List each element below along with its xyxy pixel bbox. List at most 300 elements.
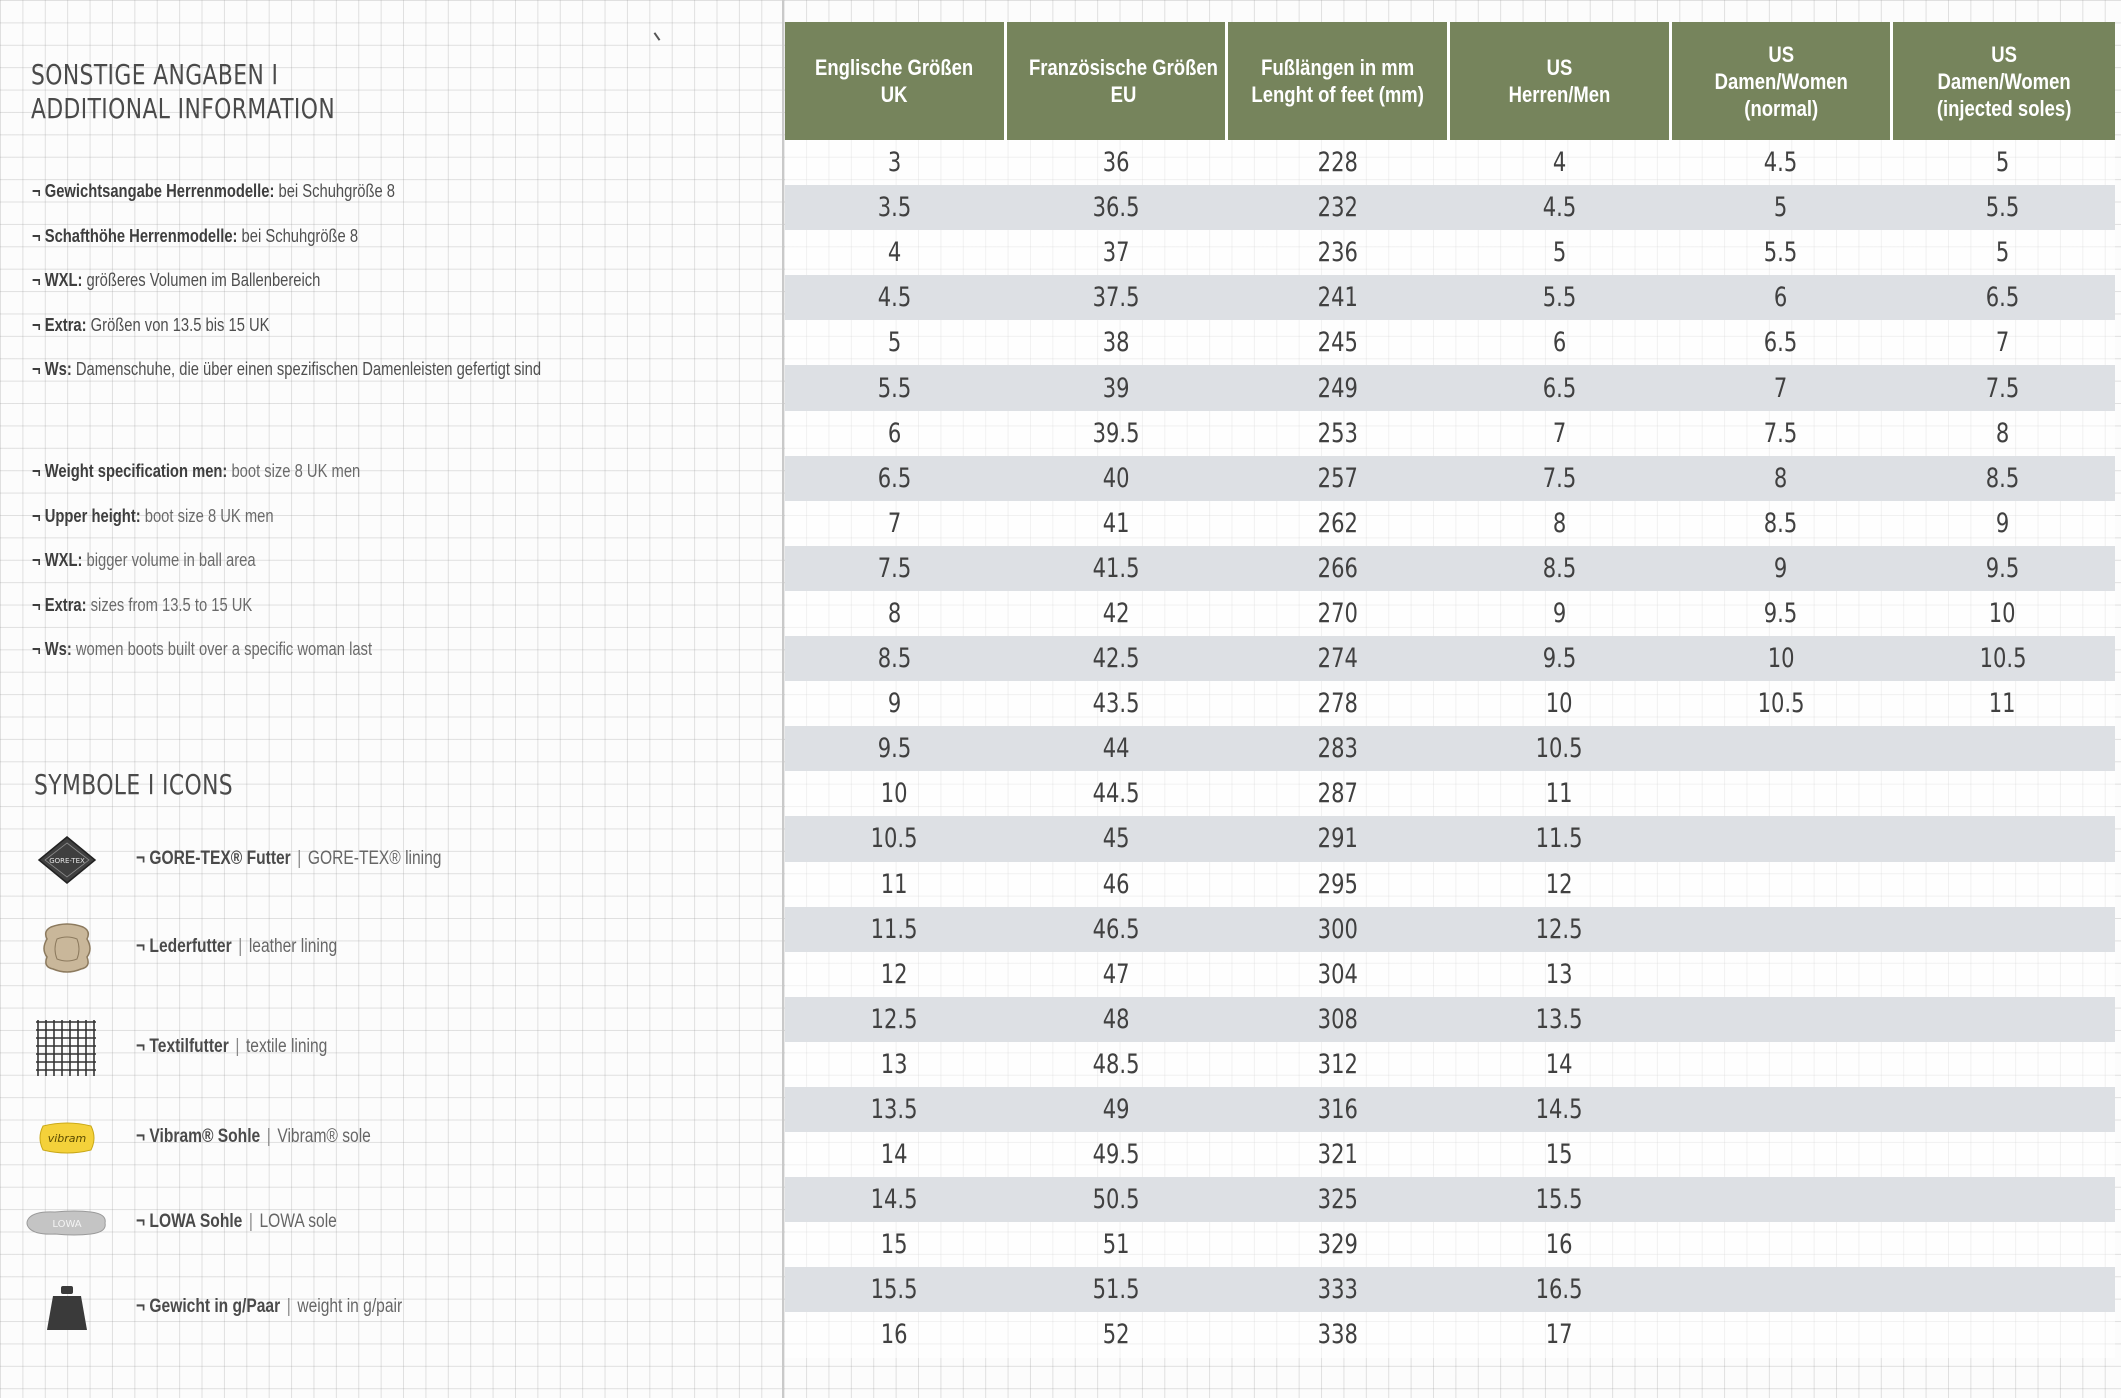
table-cell bbox=[785, 591, 1007, 636]
table-cell-value: 9.5 bbox=[1542, 643, 1577, 675]
info-key: ¬ Extra: bbox=[32, 594, 87, 615]
table-cell-value: 295 bbox=[1317, 868, 1358, 900]
table-cell-value: 13.5 bbox=[1535, 1003, 1583, 1035]
legend-row-leather bbox=[0, 918, 760, 978]
info-heading-de: SONSTIGE ANGABEN I bbox=[31, 58, 279, 91]
table-cell bbox=[1007, 591, 1229, 636]
info-key: ¬ WXL: bbox=[32, 270, 83, 290]
table-cell-value: 8.5 bbox=[1764, 507, 1798, 539]
table-cell-value: 338 bbox=[1317, 1319, 1358, 1351]
table-cell-value: 6.5 bbox=[1542, 372, 1577, 404]
table-cell-value: 249 bbox=[1317, 372, 1358, 404]
table-cell bbox=[1007, 320, 1229, 365]
legend-row-vibram bbox=[0, 1108, 760, 1168]
info-text: Größen von 13.5 bis 15 UK bbox=[86, 314, 270, 335]
info-item bbox=[32, 460, 606, 505]
table-cell bbox=[1672, 771, 1894, 816]
legend-label bbox=[136, 1126, 371, 1148]
column-header-foot-length bbox=[1228, 22, 1450, 140]
table-row bbox=[785, 1042, 2115, 1087]
table-cell bbox=[1672, 1042, 1894, 1087]
table-cell bbox=[785, 546, 1007, 591]
column-header-line: (normal) bbox=[1743, 95, 1818, 121]
legend-separator: | bbox=[235, 1036, 240, 1057]
table-cell-value: 5.5 bbox=[1985, 192, 2020, 224]
legend-separator: | bbox=[266, 1126, 271, 1147]
table-cell-value: 10.5 bbox=[870, 823, 918, 855]
table-cell bbox=[1228, 862, 1450, 907]
table-cell bbox=[1450, 1267, 1672, 1312]
table-cell-value: 8 bbox=[1995, 417, 2010, 449]
table-cell bbox=[1672, 1177, 1894, 1222]
size-conversion-table bbox=[785, 22, 2115, 1358]
table-cell-value: 36 bbox=[1102, 147, 1130, 179]
legend-label bbox=[136, 848, 441, 870]
table-cell-value: 4.5 bbox=[1764, 147, 1798, 179]
table-cell bbox=[785, 275, 1007, 320]
table-cell-value: 304 bbox=[1317, 958, 1358, 990]
gore-tex-badge-text: GORE-TEX bbox=[49, 857, 85, 865]
table-cell-value: 37.5 bbox=[1092, 282, 1140, 314]
legend-label-de: ¬ LOWA Sohle bbox=[136, 1211, 243, 1232]
table-cell-value: 49.5 bbox=[1092, 1139, 1140, 1171]
table-cell bbox=[1672, 456, 1894, 501]
table-cell bbox=[785, 1042, 1007, 1087]
table-cell bbox=[1228, 591, 1450, 636]
table-cell bbox=[1007, 230, 1229, 275]
table-cell-value: 4.5 bbox=[877, 282, 912, 314]
table-cell-value: 4 bbox=[887, 237, 902, 269]
info-key: ¬ Ws: bbox=[32, 639, 72, 659]
table-body bbox=[785, 140, 2115, 1358]
table-cell-value: 308 bbox=[1317, 1003, 1358, 1035]
table-cell-value: 6.5 bbox=[1985, 282, 2020, 314]
table-cell-value: 7 bbox=[887, 507, 902, 539]
column-header-line: US bbox=[1991, 41, 2017, 67]
table-cell-value: 46.5 bbox=[1092, 913, 1140, 945]
info-item bbox=[32, 505, 606, 550]
table-cell bbox=[1450, 681, 1672, 726]
table-cell-value: 5 bbox=[1995, 237, 2010, 269]
table-cell-value: 3 bbox=[887, 147, 902, 179]
legend-label-de: ¬ Lederfutter bbox=[136, 936, 232, 957]
table-cell bbox=[1672, 997, 1894, 1042]
column-header-line: Englische Größen bbox=[815, 55, 974, 80]
table-cell-value: 283 bbox=[1317, 733, 1358, 765]
table-cell-value: 12.5 bbox=[1535, 913, 1583, 945]
table-cell bbox=[1007, 185, 1229, 230]
table-cell-value: 287 bbox=[1317, 778, 1358, 810]
table-row bbox=[785, 365, 2115, 410]
table-cell-value: 12 bbox=[880, 958, 908, 990]
table-cell-value: 253 bbox=[1317, 417, 1358, 449]
table-cell-value: 7.5 bbox=[1985, 372, 2020, 404]
legend-label bbox=[136, 936, 337, 958]
table-cell bbox=[1450, 230, 1672, 275]
vibram-icon bbox=[22, 1108, 112, 1168]
table-cell bbox=[1893, 365, 2115, 410]
table-cell bbox=[1672, 546, 1894, 591]
table-row bbox=[785, 771, 2115, 816]
table-cell-value: 11 bbox=[880, 868, 908, 900]
table-cell bbox=[1450, 1312, 1672, 1357]
table-cell bbox=[785, 1087, 1007, 1132]
column-header-us-women-normal bbox=[1672, 22, 1894, 140]
table-row bbox=[785, 185, 2115, 230]
info-item bbox=[32, 180, 606, 225]
table-cell-value: 42 bbox=[1102, 597, 1130, 629]
table-cell-value: 14.5 bbox=[870, 1184, 918, 1216]
column-header-line: Herren/Men bbox=[1508, 82, 1611, 107]
table-cell-value: 36.5 bbox=[1092, 192, 1140, 224]
gore-tex-icon bbox=[22, 830, 112, 890]
table-cell bbox=[1228, 320, 1450, 365]
table-cell bbox=[785, 365, 1007, 410]
table-cell-value: 10 bbox=[1545, 688, 1573, 720]
table-row bbox=[785, 681, 2115, 726]
table-cell-value: 16.5 bbox=[1535, 1274, 1583, 1306]
info-item bbox=[32, 269, 606, 314]
table-cell-value: 228 bbox=[1317, 147, 1358, 179]
table-cell bbox=[1007, 726, 1229, 771]
table-row bbox=[785, 501, 2115, 546]
column-header-line: Fußlängen in mm bbox=[1261, 55, 1415, 80]
table-cell bbox=[1672, 1087, 1894, 1132]
table-cell bbox=[1007, 681, 1229, 726]
info-list-english bbox=[32, 460, 732, 683]
table-cell bbox=[1450, 185, 1672, 230]
column-header-line: Damen/Women bbox=[1937, 68, 2071, 94]
table-cell bbox=[1450, 501, 1672, 546]
column-header-eu bbox=[1007, 22, 1229, 140]
table-cell-value: 7.5 bbox=[1764, 417, 1798, 449]
table-row bbox=[785, 862, 2115, 907]
table-cell bbox=[1007, 1222, 1229, 1267]
table-cell bbox=[1672, 140, 1894, 185]
table-cell bbox=[1450, 1042, 1672, 1087]
table-cell-value: 312 bbox=[1317, 1048, 1358, 1080]
table-cell-value: 236 bbox=[1317, 237, 1358, 269]
table-cell-value: 47 bbox=[1102, 958, 1130, 990]
table-row bbox=[785, 1312, 2115, 1357]
legend-row-gore-tex bbox=[0, 830, 760, 890]
table-cell bbox=[1672, 230, 1894, 275]
table-cell-value: 14 bbox=[880, 1139, 908, 1171]
table-cell bbox=[1893, 546, 2115, 591]
table-cell bbox=[1672, 726, 1894, 771]
table-cell bbox=[1450, 1087, 1672, 1132]
table-cell bbox=[1893, 636, 2115, 681]
table-cell-value: 15 bbox=[880, 1229, 908, 1261]
table-cell bbox=[1007, 1177, 1229, 1222]
info-text: bigger volume in ball area bbox=[82, 550, 256, 570]
table-cell bbox=[1450, 411, 1672, 456]
table-cell bbox=[1228, 456, 1450, 501]
info-item bbox=[32, 358, 606, 403]
table-cell bbox=[1228, 771, 1450, 816]
table-cell-value: 38 bbox=[1102, 327, 1130, 359]
table-cell-value: 44.5 bbox=[1092, 778, 1140, 810]
table-cell bbox=[1228, 816, 1450, 861]
table-cell bbox=[1228, 275, 1450, 320]
table-cell bbox=[1228, 681, 1450, 726]
table-cell bbox=[1893, 501, 2115, 546]
column-header-line: EU bbox=[1110, 82, 1136, 107]
table-row bbox=[785, 411, 2115, 456]
table-cell bbox=[785, 1132, 1007, 1177]
table-row bbox=[785, 1132, 2115, 1177]
table-cell-value: 232 bbox=[1317, 192, 1358, 224]
table-row bbox=[785, 1087, 2115, 1132]
table-row bbox=[785, 907, 2115, 952]
table-cell-value: 13 bbox=[1545, 958, 1573, 990]
table-cell-value: 11.5 bbox=[870, 913, 918, 945]
legend-label bbox=[136, 1296, 402, 1318]
table-cell bbox=[1893, 952, 2115, 997]
table-cell bbox=[1228, 185, 1450, 230]
column-header-us-women-injected bbox=[1893, 22, 2115, 140]
table-cell-value: 9.5 bbox=[1985, 552, 2020, 584]
table-cell bbox=[1450, 591, 1672, 636]
table-cell-value: 6 bbox=[1774, 282, 1788, 314]
column-header-line: (injected soles) bbox=[1936, 95, 2072, 121]
table-cell-value: 6 bbox=[887, 417, 902, 449]
legend-label-en: LOWA sole bbox=[259, 1211, 337, 1232]
vibram-badge-text: vibram bbox=[47, 1132, 87, 1145]
legend-separator: | bbox=[238, 936, 243, 957]
table-row bbox=[785, 952, 2115, 997]
table-cell-value: 5 bbox=[1774, 192, 1788, 224]
table-cell-value: 241 bbox=[1317, 282, 1358, 314]
info-item bbox=[32, 638, 606, 683]
table-cell bbox=[1672, 411, 1894, 456]
table-cell-value: 270 bbox=[1317, 597, 1358, 629]
table-cell-value: 15 bbox=[1545, 1139, 1573, 1171]
table-cell-value: 266 bbox=[1317, 552, 1358, 584]
table-cell-value: 6.5 bbox=[877, 462, 912, 494]
table-row bbox=[785, 546, 2115, 591]
legend-separator: | bbox=[297, 848, 302, 869]
table-cell-value: 333 bbox=[1317, 1274, 1358, 1306]
table-row bbox=[785, 320, 2115, 365]
table-cell-value: 316 bbox=[1317, 1094, 1358, 1126]
table-cell-value: 41.5 bbox=[1092, 552, 1140, 584]
table-cell-value: 7 bbox=[1774, 372, 1788, 404]
table-cell-value: 7.5 bbox=[1542, 462, 1577, 494]
table-cell bbox=[1893, 411, 2115, 456]
table-cell bbox=[1007, 1042, 1229, 1087]
table-cell bbox=[1893, 1132, 2115, 1177]
table-cell bbox=[1450, 997, 1672, 1042]
table-cell-value: 291 bbox=[1317, 823, 1358, 855]
table-cell bbox=[785, 411, 1007, 456]
table-cell bbox=[1228, 230, 1450, 275]
table-cell bbox=[785, 320, 1007, 365]
table-row bbox=[785, 636, 2115, 681]
table-cell bbox=[1007, 411, 1229, 456]
table-cell bbox=[1893, 1177, 2115, 1222]
table-cell-value: 45 bbox=[1102, 823, 1130, 855]
table-cell bbox=[785, 140, 1007, 185]
table-cell bbox=[785, 1177, 1007, 1222]
table-cell bbox=[1450, 365, 1672, 410]
table-cell bbox=[1450, 456, 1672, 501]
table-cell-value: 10.5 bbox=[1979, 643, 2027, 675]
legend-label bbox=[136, 1211, 337, 1233]
table-cell-value: 9.5 bbox=[877, 733, 912, 765]
table-cell-value: 48 bbox=[1102, 1003, 1130, 1035]
table-cell-value: 13.5 bbox=[870, 1094, 918, 1126]
table-cell bbox=[1672, 275, 1894, 320]
table-cell bbox=[1007, 1267, 1229, 1312]
legend-row-textile bbox=[0, 1018, 760, 1078]
table-cell bbox=[1007, 456, 1229, 501]
table-cell-value: 329 bbox=[1317, 1229, 1358, 1261]
table-cell bbox=[1228, 997, 1450, 1042]
table-cell-value: 50.5 bbox=[1092, 1184, 1140, 1216]
table-cell bbox=[1672, 636, 1894, 681]
info-text: Damenschuhe, die über einen spezifischen Damenleisten gefertigt sind bbox=[71, 359, 542, 379]
table-cell-value: 5.5 bbox=[1542, 282, 1577, 314]
table-cell-value: 51.5 bbox=[1092, 1274, 1140, 1306]
table-row bbox=[785, 275, 2115, 320]
table-cell bbox=[1893, 591, 2115, 636]
table-cell bbox=[1450, 636, 1672, 681]
table-cell-value: 7 bbox=[1552, 417, 1566, 449]
table-cell bbox=[1007, 771, 1229, 816]
table-cell bbox=[785, 185, 1007, 230]
info-key: ¬ Ws: bbox=[32, 359, 72, 379]
table-cell bbox=[785, 456, 1007, 501]
legend-label-de: ¬ GORE-TEX® Futter bbox=[136, 848, 291, 869]
table-row bbox=[785, 726, 2115, 771]
table-cell bbox=[1893, 816, 2115, 861]
table-cell bbox=[1450, 320, 1672, 365]
table-cell-value: 5 bbox=[1552, 237, 1566, 269]
table-cell-value: 245 bbox=[1317, 327, 1358, 359]
textile-grid-icon bbox=[22, 1018, 112, 1078]
table-cell-value: 17 bbox=[1545, 1319, 1573, 1351]
table-cell-value: 5 bbox=[1995, 147, 2010, 179]
table-cell-value: 9 bbox=[1995, 507, 2010, 539]
table-cell bbox=[785, 907, 1007, 952]
info-heading-en: ADDITIONAL INFORMATION bbox=[31, 92, 336, 125]
table-row bbox=[785, 1222, 2115, 1267]
legend-separator: | bbox=[286, 1296, 291, 1317]
table-cell-value: 14.5 bbox=[1535, 1094, 1583, 1126]
table-cell bbox=[1450, 140, 1672, 185]
table-cell-value: 15.5 bbox=[870, 1274, 918, 1306]
table-cell-value: 8 bbox=[1552, 507, 1566, 539]
table-cell bbox=[1450, 1177, 1672, 1222]
table-cell-value: 13 bbox=[880, 1048, 908, 1080]
table-cell bbox=[1893, 275, 2115, 320]
table-cell-value: 9 bbox=[1774, 552, 1788, 584]
table-row bbox=[785, 591, 2115, 636]
table-cell bbox=[1228, 501, 1450, 546]
table-cell bbox=[1893, 230, 2115, 275]
table-cell-value: 15.5 bbox=[1535, 1184, 1583, 1216]
table-row bbox=[785, 997, 2115, 1042]
table-cell-value: 41 bbox=[1102, 507, 1130, 539]
table-cell bbox=[1228, 1087, 1450, 1132]
table-cell bbox=[1672, 907, 1894, 952]
info-key: ¬ Upper height: bbox=[32, 505, 141, 526]
table-cell bbox=[1007, 546, 1229, 591]
table-cell-value: 10 bbox=[1767, 643, 1795, 675]
table-cell bbox=[1007, 862, 1229, 907]
table-cell bbox=[785, 636, 1007, 681]
table-cell-value: 10 bbox=[1989, 597, 2017, 629]
table-cell-value: 6.5 bbox=[1764, 327, 1798, 359]
table-cell-value: 8.5 bbox=[877, 643, 912, 675]
table-cell bbox=[1672, 1267, 1894, 1312]
table-cell-value: 44 bbox=[1102, 733, 1130, 765]
table-cell bbox=[785, 1222, 1007, 1267]
table-cell-value: 12.5 bbox=[870, 1003, 918, 1035]
table-cell bbox=[785, 681, 1007, 726]
column-header-uk bbox=[785, 22, 1007, 140]
table-cell bbox=[1228, 952, 1450, 997]
table-row bbox=[785, 230, 2115, 275]
table-cell-value: 10.5 bbox=[1535, 733, 1583, 765]
table-cell-value: 325 bbox=[1317, 1184, 1358, 1216]
legend-row-lowa-sole bbox=[0, 1193, 760, 1253]
table-cell-value: 16 bbox=[880, 1319, 908, 1351]
table-cell bbox=[1893, 1087, 2115, 1132]
weight-icon bbox=[22, 1278, 112, 1338]
table-cell-value: 43.5 bbox=[1092, 688, 1140, 720]
table-cell bbox=[1450, 275, 1672, 320]
column-header-line: Französische Größen bbox=[1028, 55, 1218, 80]
lowa-badge-text: LOWA bbox=[52, 1219, 82, 1230]
table-cell-value: 37 bbox=[1102, 237, 1130, 269]
table-cell bbox=[1228, 1132, 1450, 1177]
table-cell bbox=[1007, 997, 1229, 1042]
table-cell bbox=[1893, 726, 2115, 771]
table-cell bbox=[1007, 952, 1229, 997]
info-text: women boots built over a specific woman last bbox=[71, 639, 373, 659]
info-text: sizes from 13.5 to 15 UK bbox=[86, 594, 253, 615]
table-cell-value: 48.5 bbox=[1092, 1048, 1140, 1080]
table-cell bbox=[1228, 140, 1450, 185]
column-header-us-men bbox=[1450, 22, 1672, 140]
table-cell-value: 11 bbox=[1989, 688, 2017, 720]
table-cell bbox=[1228, 411, 1450, 456]
table-cell bbox=[1893, 1312, 2115, 1357]
table-cell bbox=[1007, 1312, 1229, 1357]
info-list-german bbox=[32, 180, 732, 403]
table-cell bbox=[785, 952, 1007, 997]
table-cell-value: 39 bbox=[1102, 372, 1130, 404]
table-cell bbox=[1450, 1222, 1672, 1267]
legend-label-en: leather lining bbox=[248, 936, 338, 957]
table-cell bbox=[1228, 1222, 1450, 1267]
table-cell-value: 49 bbox=[1102, 1094, 1130, 1126]
info-text: boot size 8 UK men bbox=[227, 461, 361, 481]
table-cell bbox=[1672, 1312, 1894, 1357]
table-cell bbox=[1007, 1087, 1229, 1132]
table-header-row bbox=[785, 22, 2115, 140]
table-cell bbox=[1893, 185, 2115, 230]
table-cell bbox=[1893, 456, 2115, 501]
table-cell bbox=[1893, 1267, 2115, 1312]
table-cell-value: 12 bbox=[1545, 868, 1573, 900]
legend-label-en: Vibram® sole bbox=[277, 1126, 371, 1147]
table-cell bbox=[1893, 1222, 2115, 1267]
table-cell bbox=[1228, 1267, 1450, 1312]
table-cell-value: 8 bbox=[1774, 462, 1788, 494]
